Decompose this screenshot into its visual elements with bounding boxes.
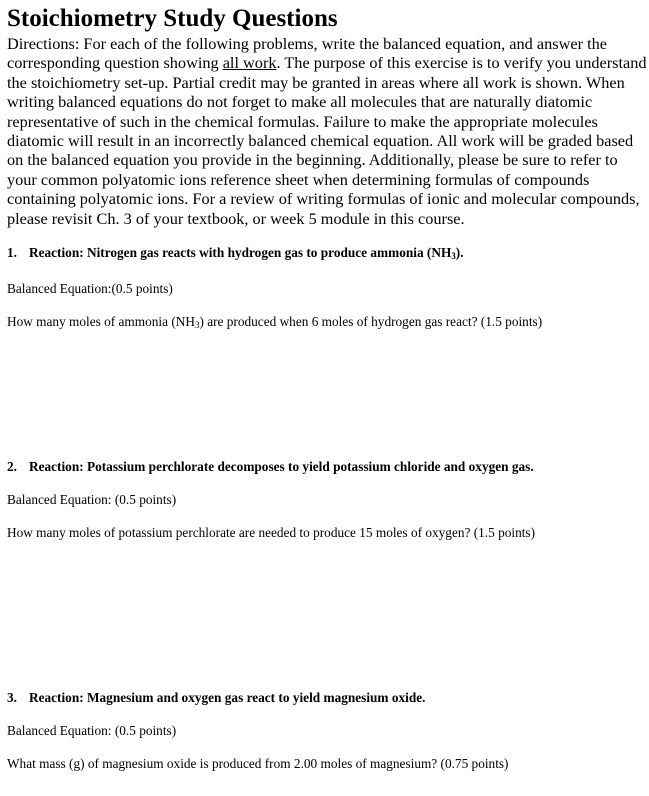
question-1-reaction-label: Reaction:: [29, 245, 84, 260]
directions-underlined-text: all work: [222, 53, 277, 73]
question-2-reaction: [7, 459, 647, 475]
question-1-prompt-text-end: ) are produced when 6 moles of hydrogen gas react? (1.5 points): [199, 314, 543, 329]
question-3-prompt: What mass (g) of magnesium oxide is produced from 2.00 moles of magnesium? (0.75 points): [7, 756, 509, 771]
directions-text-1: Directions: For each of the following problems, write the balanced equation, and answer the corresponding question showing: [7, 34, 607, 73]
directions-text-2: . The purpose of this exercise is to verify you understand the stoichiometry set-up. Partial credit may be granted in areas where all work is shown. When writing balanced equations do not forget to make all molecules that are naturally diatomic representative of such in the chemical formulas. Failure to make the appropriate molecules diatomic will result in an incorrectly balanced chemical equation. All work will be graded based on the balanced equation you provide in the beginning. Additionally, please be sure to refer to your common polyatomic ions reference sheet when determining formulas of compounds containing polyatomic ions. For a review of writing formulas of ionic and molecular compounds, please revisit Ch. 3 of your textbook, or week 5 module in this course.: [7, 53, 647, 228]
question-3: [7, 690, 647, 772]
question-1-reaction-text-end: ).: [455, 245, 464, 260]
question-1-balanced-equation: Balanced Equation:(0.5 points): [7, 281, 173, 296]
question-2-reaction-label: Reaction:: [29, 459, 84, 474]
question-3-reaction-text: Magnesium and oxygen gas react to yield magnesium oxide.: [86, 690, 426, 705]
question-3-reaction-label: Reaction:: [29, 690, 84, 705]
question-1-reaction-subscript: 3: [451, 251, 456, 261]
question-2-reaction-text: Potassium perchlorate decomposes to yield potassium chloride and oxygen gas.: [86, 459, 534, 474]
question-1-prompt: [7, 314, 647, 333]
document-page: [7, 4, 647, 228]
question-1-prompt-text: How many moles of ammonia (NH: [7, 314, 195, 329]
question-3-number: 3.: [7, 690, 17, 705]
question-3-balanced-equation: Balanced Equation: (0.5 points): [7, 723, 177, 738]
question-2-prompt: How many moles of potassium perchlorate are needed to produce 15 moles of oxygen? (1.5 points): [7, 525, 536, 540]
question-1-reaction: [7, 245, 647, 264]
directions-paragraph: [7, 34, 647, 228]
question-1-prompt-subscript: 3: [194, 320, 200, 330]
question-3-reaction: [7, 690, 647, 706]
question-2-number: 2.: [7, 459, 17, 474]
question-1: [7, 245, 647, 333]
question-1-reaction-text: Nitrogen gas reacts with hydrogen gas to produce ammonia (NH: [86, 245, 452, 260]
question-2-balanced-equation: Balanced Equation: (0.5 points): [7, 492, 177, 507]
question-1-number: 1.: [7, 245, 17, 260]
page-title: Stoichiometry Study Questions: [7, 5, 338, 32]
question-2: [7, 459, 647, 541]
